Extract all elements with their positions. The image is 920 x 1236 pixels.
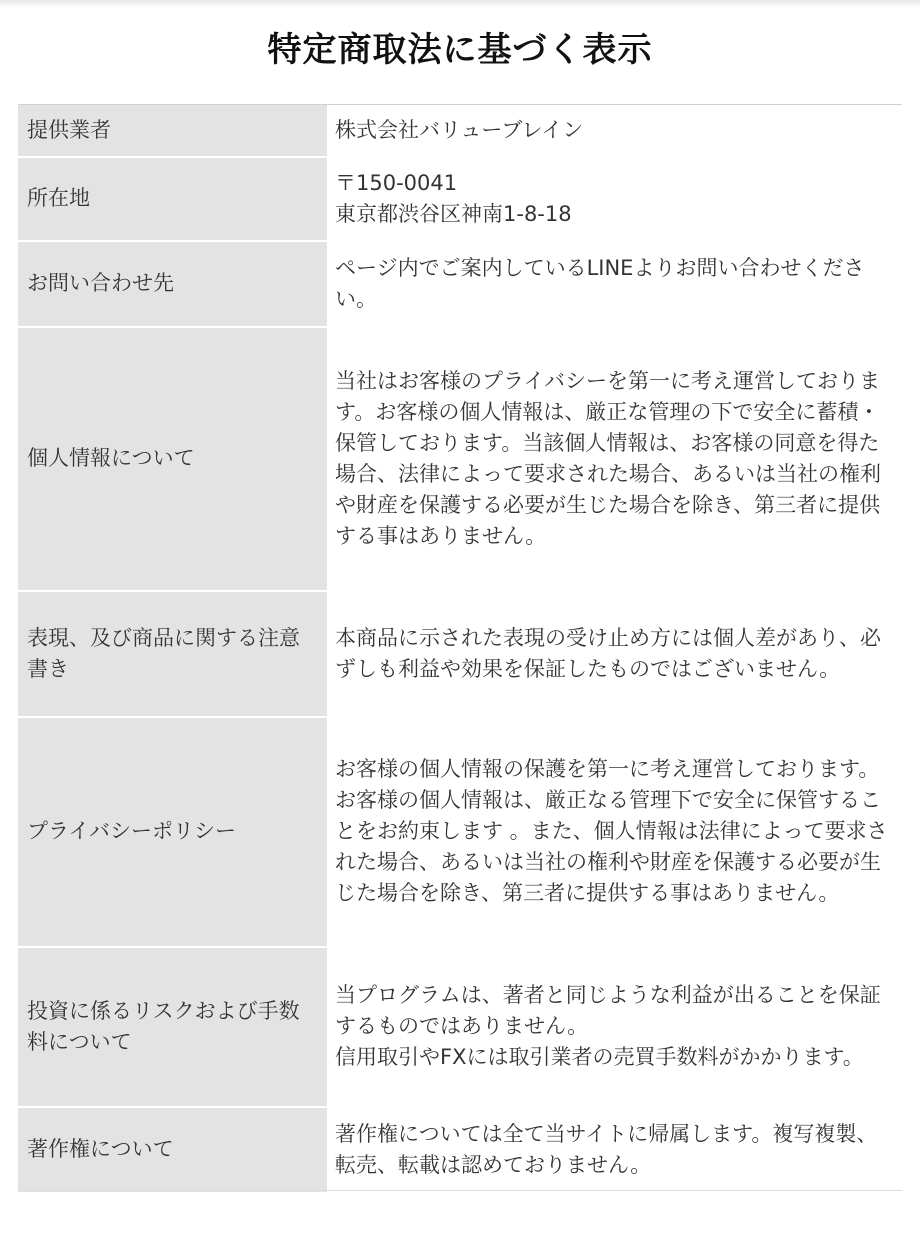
row-value [327, 717, 902, 947]
row-value [327, 947, 902, 1107]
row-value [327, 1107, 902, 1193]
table-row-personal-info [18, 327, 902, 591]
top-shadow-bar [0, 0, 920, 8]
row-value-line: 株式会社バリューブレイン [335, 117, 584, 142]
row-label: 投資に係るリスクおよび手数料について [18, 947, 327, 1107]
legal-info-table [18, 104, 902, 1194]
row-value [327, 157, 902, 241]
table-row-provider [18, 105, 902, 157]
row-value [327, 105, 902, 157]
table-row-address [18, 157, 902, 241]
row-value-line: 当社はお客様のプライバシーを第一に考え運営しております。お客様の個人情報は、厳正な管理の下で安全に蓄積・保管しております。当該個人情報は、お客様の同意を得た場合、法律によって要求された場合、あるいは当社の権利や財産を保護する必要が生じた場合を除き、第三者に提供する事はありません。 [335, 368, 881, 548]
page-title: 特定商取法に基づく表示 [267, 30, 653, 70]
row-label: 個人情報について [18, 327, 327, 591]
row-value-line: お客様の個人情報の保護を第一に考え運営しております。お客様の個人情報は、厳正なる管理下で安全に保管することをお約束します 。また、個人情報は法律によって要求された場合、あるいは当社の権利や財産を保護する必要が生じた場合を除き、第三者に提供する事はありません。 [335, 757, 888, 905]
row-value-line: 著作権については全て当サイトに帰属します。複写複製、転売、転載は認めておりません。 [335, 1121, 878, 1177]
row-value [327, 241, 902, 327]
row-value-line: 信用取引やFXには取引業者の売買手数料がかかります。 [335, 1045, 864, 1069]
row-value-line: 当プログラムは、著者と同じような利益が出ることを保証するものではありません。 [335, 983, 881, 1038]
bottom-divider [18, 1190, 902, 1191]
row-value-line: 本商品に示された表現の受け止め方には個人差があり、必ずしも利益や効果を保証したものではございません。 [335, 625, 881, 681]
table-row-copyright [18, 1107, 902, 1193]
row-value [327, 591, 902, 717]
row-value-line: 〒150-0041 [335, 170, 458, 195]
table-row-contact [18, 241, 902, 327]
table-row-investment-risk [18, 947, 902, 1107]
row-label: 提供業者 [18, 105, 327, 157]
row-value [327, 327, 902, 591]
row-label: プライバシーポリシー [18, 717, 327, 947]
row-label: 表現、及び商品に関する注意書き [18, 591, 327, 717]
row-value-line: 東京都渋谷区神南1-8-18 [335, 201, 572, 226]
row-value-line: ページ内でご案内しているLINEよりお問い合わせください。 [335, 255, 865, 311]
row-label: お問い合わせ先 [18, 241, 327, 327]
row-label: 著作権について [18, 1107, 327, 1193]
row-label: 所在地 [18, 157, 327, 241]
table-row-expression-notice [18, 591, 902, 717]
table-row-privacy-policy [18, 717, 902, 947]
